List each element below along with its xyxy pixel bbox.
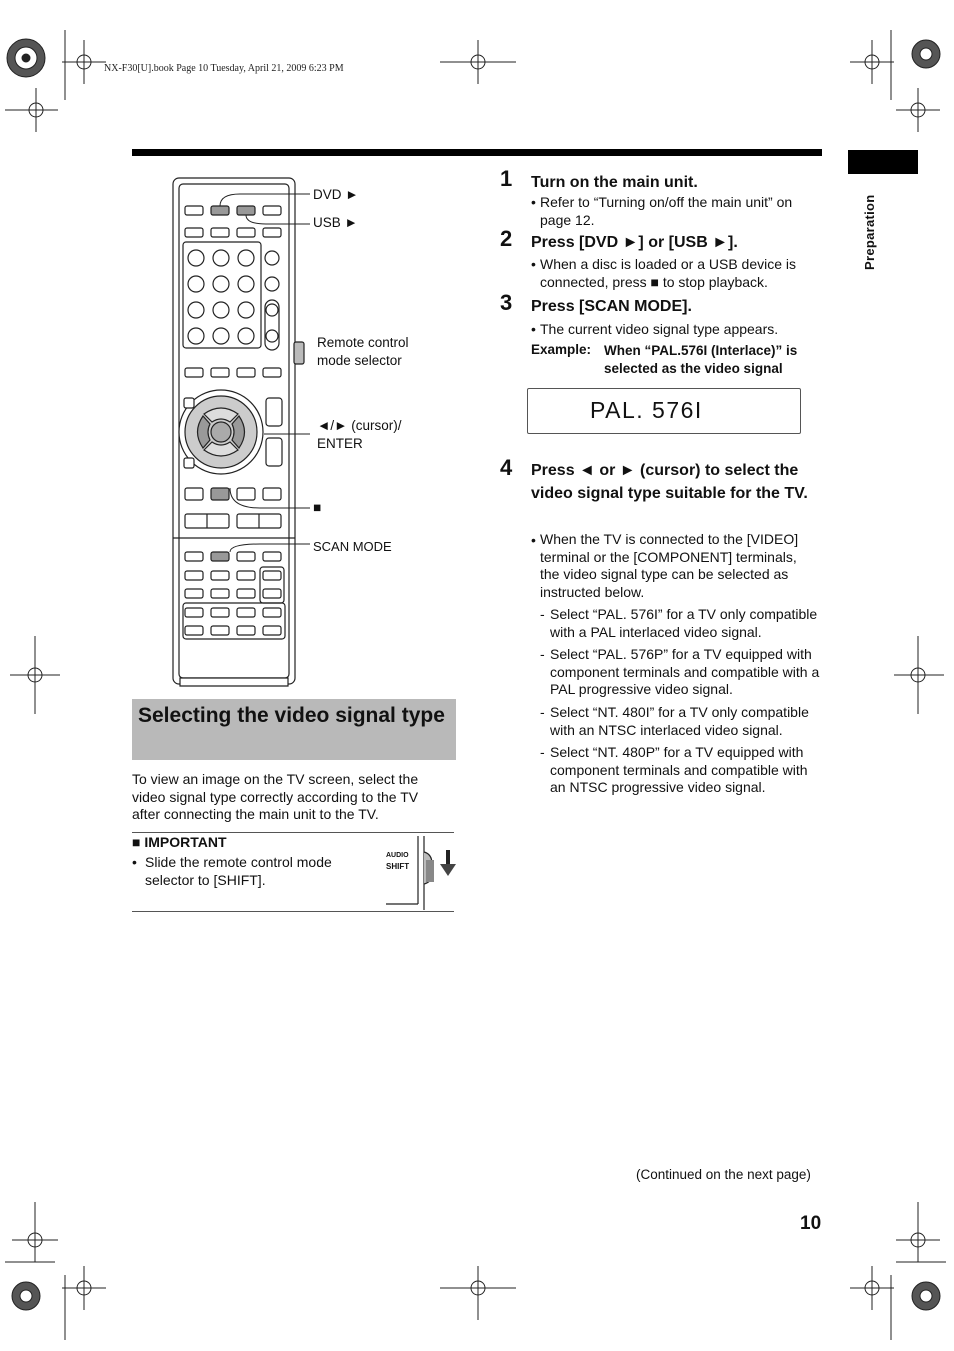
page-number: 10 <box>800 1213 822 1234</box>
step-3-bullet-mark: • <box>531 321 536 337</box>
step-3-title: Press [SCAN MODE]. <box>531 298 692 315</box>
display-panel <box>527 388 801 434</box>
usb-callout: USB ► <box>313 215 358 230</box>
important-heading: ■ IMPORTANT <box>132 834 227 850</box>
option-dash: - <box>540 744 545 760</box>
step-4-bullet-mark: • <box>531 532 536 548</box>
section-intro: To view an image on the TV screen, select the video signal type correctly according to the TV after connecting the main unit to the TV. <box>132 771 419 822</box>
option-nt-480i: Select “NT. 480I” for a TV only compatible with an NTSC interlaced video signal. <box>550 704 809 738</box>
section-tab <box>848 150 918 174</box>
step-2-title: Press [DVD ►] or [USB ►]. <box>531 234 738 251</box>
important-bullet-text: Slide the remote control mode selector to [SHIFT]. <box>145 854 332 888</box>
scan-mode-callout: SCAN MODE <box>313 539 392 554</box>
top-rule <box>132 149 822 156</box>
continued-note: (Continued on the next page) <box>636 1167 811 1182</box>
important-bullet-mark: • <box>132 854 137 870</box>
step-3-bullet: The current video signal type appears. <box>540 321 779 337</box>
step-4-title: Press ◄ or ► (cursor) to select the video signal type suitable for the TV. <box>531 462 808 502</box>
section-heading-box <box>132 699 456 760</box>
option-dash: - <box>540 646 545 662</box>
side-tab-label: Preparation <box>862 194 877 270</box>
mode-selector-callout: Remote control mode selector <box>317 335 409 368</box>
step-2-number: 2 <box>500 226 513 251</box>
step-1-bullet: Refer to “Turning on/off the main unit” on page 12. <box>540 194 793 228</box>
option-pal-576p: Select “PAL. 576P” for a TV equipped with component terminals and compatible with a PAL progressive video signal. <box>550 646 820 697</box>
example-text: When “PAL.576I (Interlace)” is selected as the video signal <box>604 343 798 376</box>
option-pal-576i: Select “PAL. 576I” for a TV only compatible with a PAL interlaced video signal. <box>550 606 818 640</box>
switch-label-audio: AUDIO <box>386 852 409 859</box>
section-title: Selecting the video signal type <box>138 704 445 727</box>
step-4-number: 4 <box>500 455 513 480</box>
option-dash: - <box>540 606 545 622</box>
option-dash: - <box>540 704 545 720</box>
book-header-line: NX-F30[U].book Page 10 Tuesday, April 21, 2009 6:23 PM <box>104 63 344 74</box>
step-2-bullet-mark: • <box>531 256 536 272</box>
step-1-title: Turn on the main unit. <box>531 174 698 191</box>
stop-callout: ■ <box>313 500 322 515</box>
display-readout: PAL. 576I <box>590 397 703 423</box>
step-2-bullet: When a disc is loaded or a USB device is connected, press ■ to stop playback. <box>540 256 797 290</box>
mode-switch-illustration <box>384 834 458 912</box>
dvd-callout: DVD ► <box>313 187 359 202</box>
option-nt-480p: Select “NT. 480P” for a TV equipped with component terminals and compatible with an NTSC progressive video signal. <box>550 744 808 795</box>
step-1-bullet-mark: • <box>531 194 536 210</box>
remote-control-illustration <box>160 170 460 700</box>
step-3-number: 3 <box>500 290 513 315</box>
important-top-rule <box>132 832 454 833</box>
switch-label-shift: SHIFT <box>386 862 410 871</box>
example-label: Example: <box>531 342 592 357</box>
step-4-bullet: When the TV is connected to the [VIDEO] terminal or the [COMPONENT] terminals, the video signal type can be selected as instructed below. <box>540 531 799 600</box>
important-bottom-rule <box>132 911 454 912</box>
cursor-enter-callout: ◄/► (cursor)/ ENTER <box>317 418 402 451</box>
step-1-number: 1 <box>500 166 513 191</box>
